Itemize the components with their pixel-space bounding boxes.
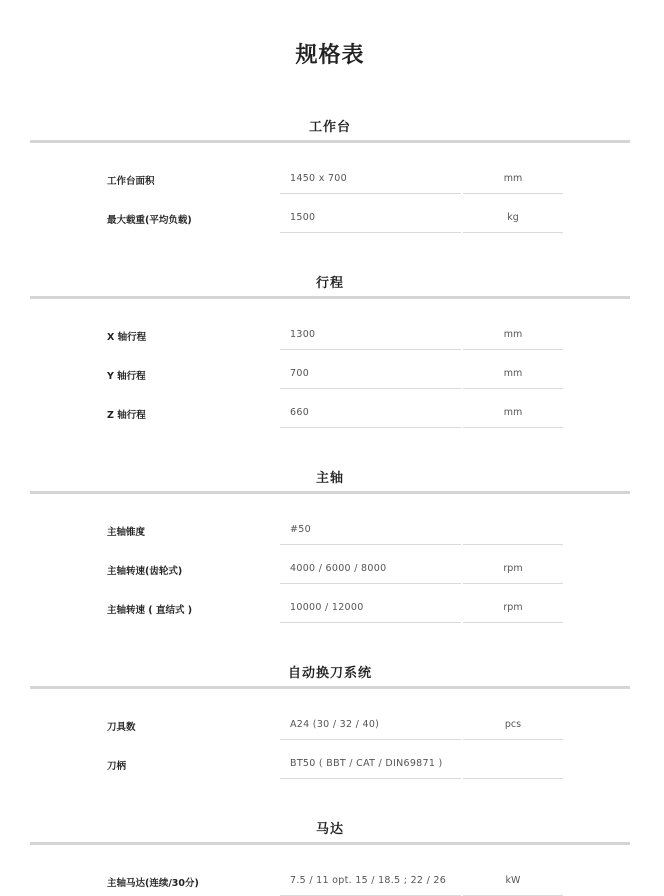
spec-label: 工作台面积: [107, 176, 155, 187]
row-divider: [280, 427, 461, 428]
row-divider: [463, 778, 563, 779]
spec-value: A24 (30 / 32 / 40): [290, 719, 380, 730]
spec-value: 7.5 / 11 opt. 15 / 18.5 ; 22 / 26: [290, 875, 447, 886]
row-divider: [280, 232, 461, 233]
section-divider: [30, 686, 630, 689]
spec-label: 主轴转速(齿轮式): [107, 566, 183, 577]
section-divider: [30, 491, 630, 494]
section-title: 自动换刀系统: [287, 666, 372, 681]
spec-label: 最大载重(平均负载): [107, 215, 192, 226]
spec-label: X 轴行程: [107, 332, 147, 343]
spec-unit: mm: [503, 368, 523, 379]
row-divider: [280, 388, 461, 389]
section-title: 马达: [315, 822, 344, 837]
row-divider: [463, 544, 563, 545]
spec-label: 主轴转速 ( 直结式 ): [107, 605, 193, 616]
spec-unit: rpm: [503, 602, 523, 613]
spec-value: 4000 / 6000 / 8000: [290, 563, 387, 574]
section-title: 工作台: [308, 120, 351, 135]
row-divider: [463, 622, 563, 623]
spec-label: 主轴锥度: [107, 527, 146, 538]
spec-label: Z 轴行程: [107, 410, 146, 421]
row-divider: [463, 583, 563, 584]
row-divider: [280, 583, 461, 584]
spec-value: #50: [290, 524, 311, 535]
row-divider: [463, 427, 563, 428]
spec-unit: mm: [503, 407, 523, 418]
section-title: 行程: [315, 276, 344, 291]
row-divider: [463, 739, 563, 740]
row-divider: [280, 778, 461, 779]
section-title: 主轴: [315, 471, 344, 486]
spec-value: 10000 / 12000: [290, 602, 364, 613]
row-divider: [463, 232, 563, 233]
row-divider: [280, 349, 461, 350]
section-divider: [30, 140, 630, 143]
spec-value: 1300: [290, 329, 316, 340]
page-title: 规格表: [295, 43, 365, 68]
section-divider: [30, 842, 630, 845]
row-divider: [280, 622, 461, 623]
spec-value: 660: [290, 407, 310, 418]
spec-unit: mm: [503, 329, 523, 340]
spec-unit: pcs: [504, 719, 522, 730]
spec-value: 700: [290, 368, 310, 379]
spec-label: 刀具数: [107, 722, 136, 733]
row-divider: [463, 349, 563, 350]
spec-unit: rpm: [503, 563, 523, 574]
section-divider: [30, 296, 630, 299]
spec-label: 刀柄: [107, 761, 127, 772]
spec-unit: mm: [503, 173, 523, 184]
spec-unit: kW: [505, 875, 521, 886]
row-divider: [463, 388, 563, 389]
spec-unit: kg: [507, 212, 519, 223]
spec-value: 1450 x 700: [290, 173, 347, 184]
spec-label: Y 轴行程: [107, 371, 146, 382]
row-divider: [280, 739, 461, 740]
spec-label: 主轴马达(连续/30分): [107, 878, 199, 889]
row-divider: [280, 544, 461, 545]
row-divider: [463, 193, 563, 194]
row-divider: [280, 193, 461, 194]
spec-value: 1500: [290, 212, 316, 223]
spec-value: BT50 ( BBT / CAT / DIN69871 ): [290, 758, 443, 769]
